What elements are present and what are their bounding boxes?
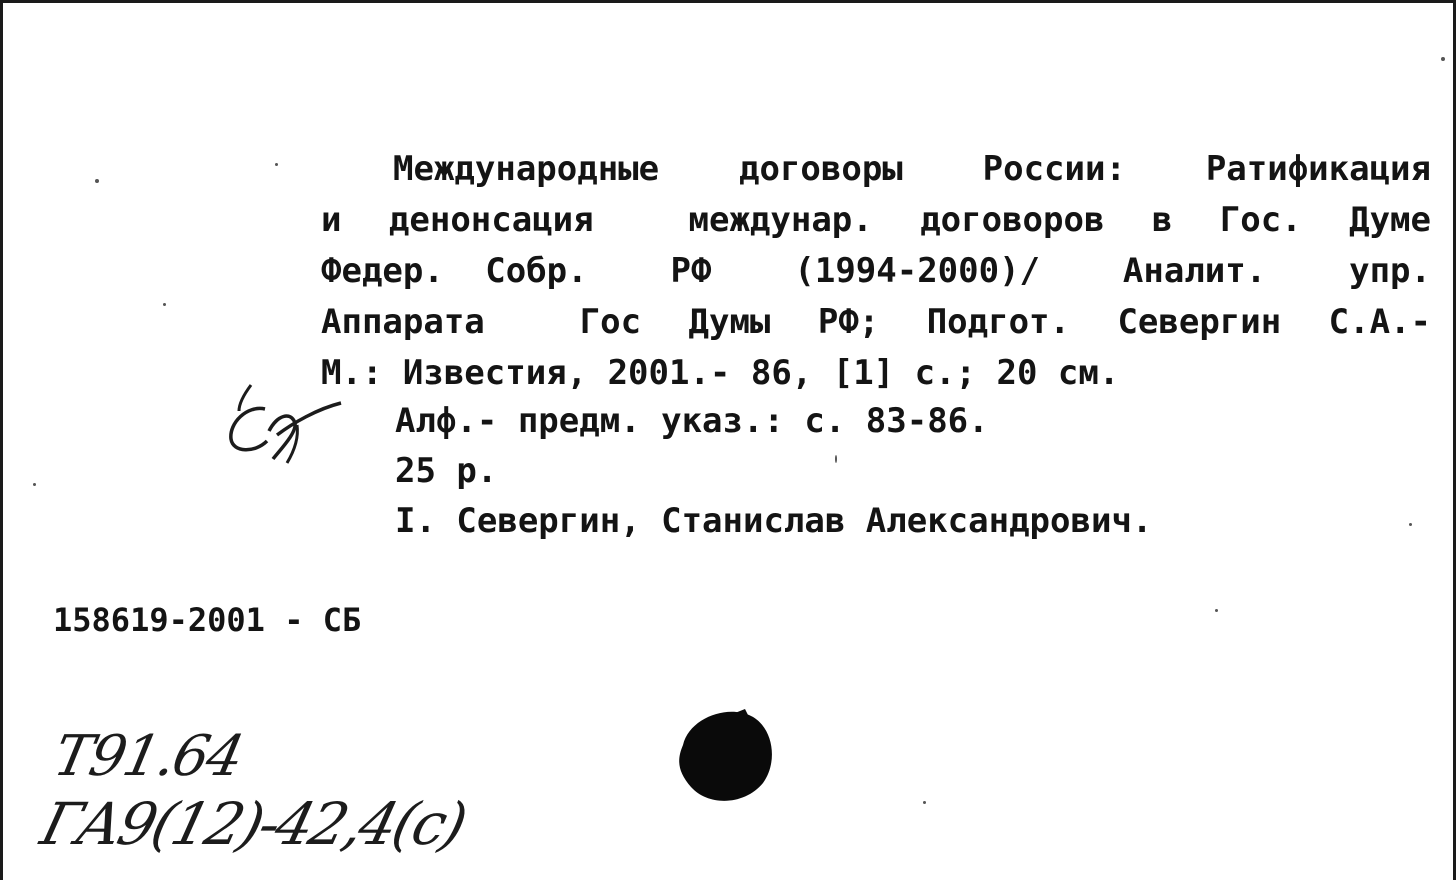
tracing-note: I. Севергин, Станислав Александрович. <box>395 501 1153 541</box>
title-line: Аппарата Гос Думы РФ; Подгот. Севергин С.А.- <box>321 302 1431 342</box>
speck <box>1409 523 1412 526</box>
speck <box>163 303 166 306</box>
speck <box>33 483 36 486</box>
speck <box>835 455 837 463</box>
handwritten-classification-line: Т91.64 <box>48 724 248 789</box>
speck <box>1215 609 1218 612</box>
accession-number: 158619-2001 - СБ <box>53 601 362 639</box>
title-line: Международные договоры России: Ратификация <box>393 149 1431 189</box>
speck <box>923 801 926 804</box>
punch-hole <box>675 707 779 807</box>
imprint-line: М.: Известия, 2001.- 86, [1] с.; 20 см. <box>321 353 1120 393</box>
title-line: и денонсация междунар. договоров в Гос. Думе <box>321 200 1431 240</box>
title-line: Федер. Собр. РФ (1994-2000)/ Аналит. упр. <box>321 251 1431 291</box>
speck <box>1441 57 1445 61</box>
speck <box>275 163 278 166</box>
bibliographic-entry <box>321 144 1431 399</box>
index-note: Алф.- предм. указ.: с. 83-86. <box>395 401 989 441</box>
price-note: 25 р. <box>395 451 498 491</box>
speck <box>95 179 99 183</box>
handwritten-classification-line: ГА9(12)-42,4(с) <box>34 790 472 858</box>
handwritten-mark <box>217 375 347 475</box>
